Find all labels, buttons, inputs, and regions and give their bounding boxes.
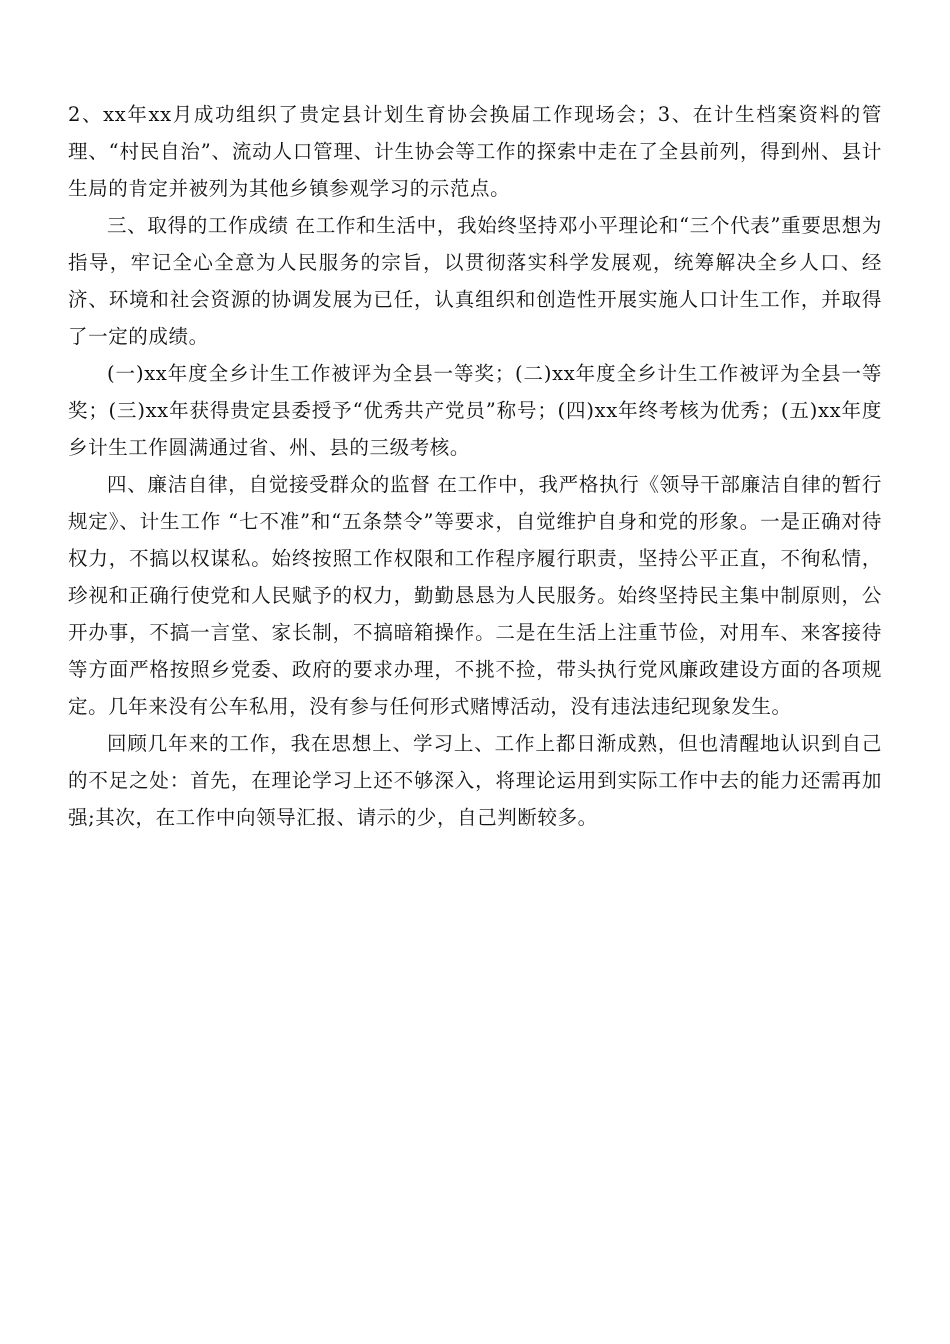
document-page [68,96,882,836]
paragraph-continuation: 2、xx年xx月成功组织了贵定县计划生育协会换届工作现场会；3、在计生档案资料的管理、“村民自治”、流动人口管理、计生协会等工作的探索中走在了全县前列，得到州、县计生局的肯定并被列为其他乡镇参观学习的示范点。 [68,103,882,200]
paragraph-awards-list: (一)xx年度全乡计生工作被评为全县一等奖；(二)xx年度全乡计生工作被评为全县一等奖；(三)xx年获得贵定县委授予“优秀共产党员”称号；(四)xx年终考核为优秀；(五)xx年度乡计生工作圆满通过省、州、县的三级考核。 [68,362,882,459]
paragraph-integrity-self-discipline: 四、廉洁自律，自觉接受群众的监督 在工作中，我严格执行《领导干部廉洁自律的暂行规定》、计生工作 “七不准”和“五条禁令”等要求，自觉维护自身和党的形象。一是正确对待权力，不搞以权谋私。始终按照工作权限和工作程序履行职责，坚持公平正直，不徇私情，珍视和正确行使党和人民赋予的权力，勤勤恳恳为人民服务。始终坚持民主集中制原则，公开办事，不搞一言堂、家长制，不搞暗箱操作。二是在生活上注重节俭，对用车、来客接待等方面严格按照乡党委、政府的要求办理，不挑不捡，带头执行党风廉政建设方面的各项规定。几年来没有公车私用，没有参与任何形式赌博活动，没有违法违纪现象发生。 [68,473,882,718]
paragraph-work-achievements: 三、取得的工作成绩 在工作和生活中，我始终坚持邓小平理论和“三个代表”重要思想为指导，牢记全心全意为人民服务的宗旨，以贯彻落实科学发展观，统筹解决全乡人口、经济、环境和社会资源的协调发展为已任，认真组织和创造性开展实施人口计生工作，并取得了一定的成绩。 [68,214,882,348]
paragraph-review-shortcomings: 回顾几年来的工作，我在思想上、学习上、工作上都日渐成熟，但也清醒地认识到自己的不足之处：首先，在理论学习上还不够深入，将理论运用到实际工作中去的能力还需再加强;其次，在工作中向领导汇报、请示的少，自己判断较多。 [68,732,882,829]
